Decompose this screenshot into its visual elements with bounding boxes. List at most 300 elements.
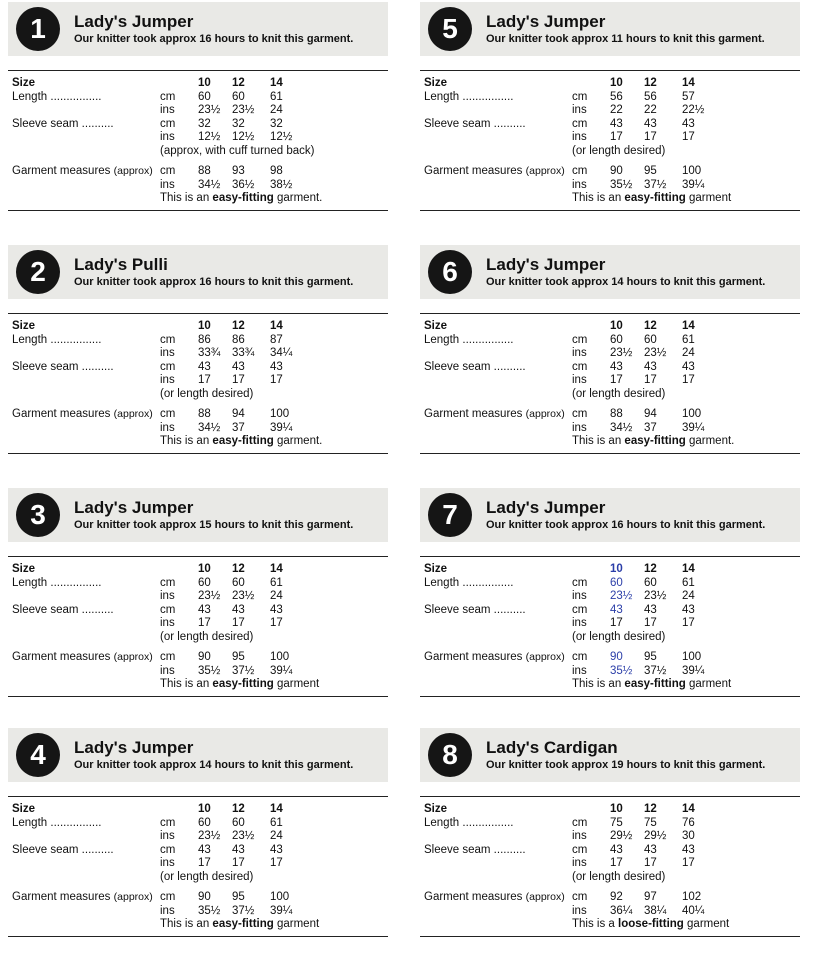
pattern-number-badge: 7 — [428, 493, 472, 537]
pattern-card-1 — [8, 2, 388, 211]
fit-type: easy-fitting — [212, 192, 274, 204]
garment-measures-text: Garment measures — [12, 408, 111, 420]
fit-note-prefix: This is an — [572, 678, 622, 690]
sleeve-seam-label: Sleeve seam .......... — [12, 843, 114, 856]
length-cm-row — [8, 817, 388, 831]
pattern-header — [8, 728, 388, 782]
unit-cm: cm — [160, 651, 176, 663]
size-header-row — [8, 320, 388, 334]
length-ins-row — [8, 590, 388, 604]
size-14: 14 — [270, 77, 283, 89]
length-ins-14: 22½ — [682, 104, 705, 116]
unit-ins: ins — [572, 904, 587, 917]
sleeve-ins-row — [8, 617, 388, 631]
unit-ins: ins — [160, 131, 175, 143]
size-12: 12 — [644, 77, 657, 89]
unit-ins: ins — [572, 617, 587, 629]
sleeve-ins-10: 17 — [610, 131, 623, 143]
knitting-time-note: Our knitter took approx 14 hours to knit this garment. — [74, 758, 354, 771]
garment-ins-14: 39¼ — [270, 664, 293, 677]
sleeve-cm-12: 32 — [232, 117, 245, 130]
length-ins-10: 23½ — [610, 590, 633, 602]
fit-note-suffix: garment — [276, 918, 320, 930]
length-ins-14: 24 — [270, 830, 283, 842]
fit-note-prefix: This is an — [160, 678, 210, 690]
sleeve-ins-14: 17 — [270, 857, 283, 869]
pattern-heading — [486, 738, 765, 773]
approx-text: (approx) — [113, 408, 153, 420]
pattern-number-badge: 3 — [16, 493, 60, 537]
garment-cm-14: 100 — [682, 408, 702, 420]
length-ins-row — [420, 830, 800, 844]
length-ins-10: 23½ — [198, 830, 221, 842]
garment-cm-12: 94 — [644, 408, 657, 420]
unit-ins: ins — [160, 904, 175, 917]
garment-ins-10: 36¼ — [610, 904, 633, 917]
garment-ins-14: 38½ — [270, 178, 293, 191]
length-cm-12: 86 — [232, 333, 245, 346]
size-header-row — [8, 77, 388, 91]
length-cm-10: 60 — [198, 576, 211, 589]
garment-measures-text: Garment measures — [424, 651, 523, 663]
pattern-header — [8, 2, 388, 56]
length-ins-14: 30 — [682, 830, 695, 842]
sleeve-ins-10: 17 — [610, 617, 623, 629]
pattern-heading — [74, 255, 353, 290]
unit-ins: ins — [160, 347, 175, 359]
size-14: 14 — [682, 563, 695, 575]
length-ins-14: 24 — [270, 104, 283, 116]
length-cm-row — [8, 91, 388, 105]
length-label: Length ................ — [424, 816, 514, 829]
sleeve-cm-14: 32 — [270, 117, 283, 130]
sleeve-cm-14: 43 — [270, 360, 283, 373]
length-ins-12: 23½ — [232, 590, 255, 602]
sleeve-ins-12: 17 — [644, 617, 657, 629]
length-ins-10: 33¾ — [198, 347, 221, 359]
garment-ins-row — [420, 179, 800, 193]
length-cm-row — [8, 577, 388, 591]
garment-ins-10: 35½ — [610, 178, 633, 191]
garment-cm-10: 92 — [610, 891, 623, 903]
length-ins-row — [420, 347, 800, 361]
size-label: Size — [12, 563, 36, 575]
pattern-heading — [486, 12, 765, 47]
garment-ins-10: 35½ — [198, 904, 221, 917]
sleeve-cm-10: 43 — [610, 360, 623, 373]
garment-measures-label — [12, 891, 153, 905]
pattern-title: Lady's Jumper — [486, 497, 606, 517]
sleeve-cm-12: 43 — [232, 360, 245, 373]
size-12: 12 — [232, 563, 245, 575]
length-ins-12: 23½ — [644, 347, 667, 359]
length-ins-10: 22 — [610, 104, 623, 116]
unit-cm: cm — [572, 360, 588, 373]
sleeve-note-row — [420, 145, 800, 159]
size-14: 14 — [682, 320, 695, 332]
pattern-card-7 — [420, 488, 800, 697]
pattern-card-6 — [420, 245, 800, 454]
sleeve-seam-label: Sleeve seam .......... — [424, 360, 526, 373]
length-cm-12: 60 — [232, 90, 245, 103]
length-cm-14: 61 — [270, 816, 283, 829]
length-cm-row — [420, 91, 800, 105]
fit-note-row — [8, 192, 388, 206]
unit-cm: cm — [572, 117, 588, 130]
garment-cm-10: 90 — [610, 651, 623, 663]
sleeve-ins-12: 17 — [644, 131, 657, 143]
sleeve-note-row — [420, 388, 800, 402]
garment-cm-row — [8, 408, 388, 422]
length-cm-14: 61 — [270, 576, 283, 589]
unit-cm: cm — [572, 843, 588, 856]
size-header-row — [420, 320, 800, 334]
sleeve-cm-12: 43 — [232, 603, 245, 616]
garment-cm-14: 100 — [270, 651, 290, 663]
length-cm-14: 87 — [270, 333, 283, 346]
unit-ins: ins — [572, 664, 587, 677]
size-12: 12 — [644, 803, 657, 815]
fit-type: easy-fitting — [212, 918, 274, 930]
sleeve-seam-label: Sleeve seam .......... — [424, 603, 526, 616]
fit-note — [572, 678, 731, 692]
length-cm-row — [420, 334, 800, 348]
sleeve-cm-12: 43 — [644, 603, 657, 616]
sleeve-note: (approx, with cuff turned back) — [160, 144, 315, 157]
length-label: Length ................ — [424, 333, 514, 346]
length-cm-row — [420, 577, 800, 591]
garment-cm-14: 100 — [682, 651, 702, 663]
garment-ins-row — [420, 422, 800, 436]
sleeve-note: (or length desired) — [572, 870, 666, 883]
fit-note-row — [420, 918, 800, 932]
garment-ins-14: 39¼ — [270, 421, 293, 434]
fit-note — [572, 435, 734, 449]
size-header-row — [420, 77, 800, 91]
pattern-number-badge: 5 — [428, 7, 472, 51]
garment-cm-12: 95 — [232, 891, 245, 903]
unit-ins: ins — [160, 830, 175, 842]
garment-ins-10: 35½ — [198, 664, 221, 677]
pattern-number-badge: 1 — [16, 7, 60, 51]
length-ins-14: 24 — [682, 347, 695, 359]
garment-cm-12: 97 — [644, 891, 657, 903]
sleeve-note: (or length desired) — [160, 630, 254, 643]
length-cm-10: 56 — [610, 90, 623, 103]
sleeve-ins-12: 17 — [644, 374, 657, 386]
unit-ins: ins — [572, 374, 587, 386]
sleeve-ins-14: 17 — [682, 617, 695, 629]
size-label: Size — [424, 563, 448, 575]
fit-note-suffix: garment. — [688, 435, 735, 447]
unit-ins: ins — [572, 830, 587, 842]
sleeve-note: (or length desired) — [572, 144, 666, 157]
garment-cm-14: 102 — [682, 891, 702, 903]
pattern-card-3 — [8, 488, 388, 697]
sleeve-ins-row — [420, 617, 800, 631]
sleeve-ins-14: 17 — [270, 374, 283, 386]
garment-ins-14: 39¼ — [682, 664, 705, 677]
size-table — [420, 313, 800, 454]
sleeve-ins-row — [8, 374, 388, 388]
size-14: 14 — [270, 803, 283, 815]
size-10: 10 — [198, 320, 211, 332]
approx-text: (approx) — [113, 165, 153, 177]
sleeve-note-row — [420, 631, 800, 645]
garment-ins-12: 37½ — [232, 664, 255, 677]
fit-type: easy-fitting — [624, 435, 686, 447]
garment-cm-12: 95 — [232, 651, 245, 663]
length-ins-row — [420, 590, 800, 604]
approx-text: (approx) — [525, 891, 565, 903]
fit-type: easy-fitting — [624, 192, 686, 204]
sleeve-cm-14: 43 — [682, 117, 695, 130]
length-cm-12: 75 — [644, 816, 657, 829]
fit-type: loose-fitting — [618, 918, 684, 930]
garment-measures-text: Garment measures — [12, 165, 111, 177]
garment-ins-10: 34½ — [198, 178, 221, 191]
length-ins-row — [8, 347, 388, 361]
size-12: 12 — [232, 77, 245, 89]
length-ins-14: 24 — [682, 590, 695, 602]
fit-note-prefix: This is a — [572, 918, 615, 930]
pattern-number-badge: 8 — [428, 733, 472, 777]
fit-note-row — [8, 435, 388, 449]
pattern-heading — [74, 12, 353, 47]
pattern-title: Lady's Cardigan — [486, 737, 618, 757]
garment-ins-12: 37½ — [644, 664, 667, 677]
sleeve-cm-10: 43 — [610, 117, 623, 130]
size-14: 14 — [270, 320, 283, 332]
size-10: 10 — [610, 77, 623, 89]
length-label: Length ................ — [12, 816, 102, 829]
garment-cm-row — [420, 408, 800, 422]
unit-ins: ins — [572, 590, 587, 602]
unit-cm: cm — [160, 891, 176, 903]
length-label: Length ................ — [424, 576, 514, 589]
sleeve-ins-12: 17 — [232, 374, 245, 386]
sleeve-cm-row — [8, 118, 388, 132]
garment-ins-14: 39¼ — [270, 904, 293, 917]
unit-cm: cm — [160, 576, 176, 589]
unit-ins: ins — [160, 590, 175, 602]
unit-ins: ins — [160, 374, 175, 386]
fit-note — [572, 918, 729, 932]
fit-note-prefix: This is an — [572, 192, 622, 204]
length-ins-row — [420, 104, 800, 118]
size-10: 10 — [198, 803, 211, 815]
length-cm-12: 60 — [232, 816, 245, 829]
fit-note — [160, 918, 319, 932]
garment-cm-row — [420, 651, 800, 665]
garment-cm-row — [8, 651, 388, 665]
garment-ins-row — [420, 905, 800, 919]
length-cm-14: 61 — [682, 576, 695, 589]
garment-ins-14: 39¼ — [682, 421, 705, 434]
unit-ins: ins — [572, 104, 587, 116]
unit-cm: cm — [572, 408, 588, 420]
fit-note-suffix: garment — [276, 678, 320, 690]
sleeve-cm-14: 43 — [682, 603, 695, 616]
garment-ins-row — [8, 665, 388, 679]
approx-text: (approx) — [525, 408, 565, 420]
knitting-time-note: Our knitter took approx 11 hours to knit this garment. — [486, 32, 765, 45]
garment-ins-row — [8, 905, 388, 919]
knitting-time-note: Our knitter took approx 16 hours to knit this garment. — [74, 32, 354, 45]
sleeve-cm-12: 43 — [644, 360, 657, 373]
sleeve-note: (or length desired) — [160, 387, 254, 400]
sleeve-cm-10: 43 — [198, 360, 211, 373]
garment-cm-row — [420, 891, 800, 905]
unit-ins: ins — [572, 178, 587, 191]
length-cm-12: 60 — [232, 576, 245, 589]
length-cm-14: 61 — [270, 90, 283, 103]
sleeve-ins-14: 17 — [682, 857, 695, 869]
length-ins-14: 34¼ — [270, 347, 293, 359]
sleeve-note: (or length desired) — [572, 387, 666, 400]
size-header-row — [420, 803, 800, 817]
fit-type: easy-fitting — [624, 678, 686, 690]
length-label: Length ................ — [12, 90, 102, 103]
size-label: Size — [424, 77, 448, 89]
sleeve-seam-label: Sleeve seam .......... — [12, 603, 114, 616]
fit-note — [572, 192, 731, 206]
garment-cm-14: 100 — [682, 165, 702, 177]
unit-ins: ins — [160, 857, 175, 869]
garment-ins-14: 40¼ — [682, 904, 705, 917]
unit-cm: cm — [572, 576, 588, 589]
length-cm-row — [420, 817, 800, 831]
sleeve-ins-10: 17 — [610, 857, 623, 869]
garment-cm-14: 100 — [270, 408, 290, 420]
fit-note-suffix: garment — [688, 678, 732, 690]
fit-note-suffix: garment. — [276, 192, 323, 204]
garment-cm-row — [420, 165, 800, 179]
sleeve-note-row — [8, 871, 388, 885]
sleeve-cm-10: 43 — [610, 603, 623, 616]
size-table — [8, 70, 388, 211]
fit-note-row — [420, 678, 800, 692]
pattern-header — [420, 2, 800, 56]
sleeve-ins-10: 17 — [198, 617, 211, 629]
pattern-card-4 — [8, 728, 388, 937]
unit-cm: cm — [160, 816, 176, 829]
pattern-title: Lady's Jumper — [74, 497, 194, 517]
sleeve-ins-row — [420, 374, 800, 388]
unit-cm: cm — [160, 117, 176, 130]
unit-cm: cm — [572, 165, 588, 177]
unit-ins: ins — [572, 347, 587, 359]
pattern-card-2 — [8, 245, 388, 454]
sleeve-seam-label: Sleeve seam .......... — [12, 117, 114, 130]
sleeve-cm-12: 43 — [644, 843, 657, 856]
length-cm-10: 75 — [610, 816, 623, 829]
length-cm-14: 76 — [682, 816, 695, 829]
unit-cm: cm — [160, 408, 176, 420]
garment-ins-10: 35½ — [610, 664, 633, 677]
fit-note-prefix: This is an — [160, 192, 210, 204]
pattern-number-badge: 2 — [16, 250, 60, 294]
size-14: 14 — [682, 803, 695, 815]
length-cm-14: 61 — [682, 333, 695, 346]
garment-cm-10: 88 — [610, 408, 623, 420]
pattern-header — [420, 488, 800, 542]
pattern-heading — [486, 498, 765, 533]
length-ins-12: 29½ — [644, 830, 667, 842]
fit-note-suffix: garment — [688, 192, 732, 204]
sleeve-ins-14: 12½ — [270, 131, 293, 143]
size-header-row — [8, 803, 388, 817]
sleeve-note-row — [8, 388, 388, 402]
approx-text: (approx) — [525, 651, 565, 663]
length-label: Length ................ — [12, 333, 102, 346]
unit-ins: ins — [160, 421, 175, 434]
length-ins-10: 23½ — [198, 590, 221, 602]
garment-cm-10: 90 — [198, 651, 211, 663]
fit-note-row — [8, 918, 388, 932]
size-label: Size — [424, 803, 448, 815]
length-ins-12: 22 — [644, 104, 657, 116]
fit-note-row — [420, 192, 800, 206]
length-ins-row — [8, 830, 388, 844]
pattern-header — [420, 728, 800, 782]
pattern-header — [420, 245, 800, 299]
length-ins-12: 23½ — [232, 104, 255, 116]
garment-cm-10: 90 — [198, 891, 211, 903]
garment-measures-text: Garment measures — [424, 891, 523, 903]
length-cm-12: 56 — [644, 90, 657, 103]
garment-measures-label — [424, 651, 565, 665]
length-ins-12: 23½ — [232, 830, 255, 842]
garment-cm-10: 88 — [198, 408, 211, 420]
approx-text: (approx) — [525, 165, 565, 177]
unit-ins: ins — [160, 617, 175, 629]
length-cm-10: 60 — [610, 576, 623, 589]
garment-measures-label — [424, 408, 565, 422]
unit-ins: ins — [160, 104, 175, 116]
unit-cm: cm — [160, 90, 176, 103]
pattern-title: Lady's Jumper — [486, 11, 606, 31]
sleeve-cm-row — [8, 604, 388, 618]
unit-ins: ins — [160, 664, 175, 677]
sleeve-ins-10: 17 — [610, 374, 623, 386]
size-table — [8, 556, 388, 697]
garment-ins-12: 37 — [232, 421, 245, 434]
fit-note-prefix: This is an — [160, 435, 210, 447]
pattern-number-badge: 4 — [16, 733, 60, 777]
sleeve-cm-14: 43 — [682, 843, 695, 856]
size-12: 12 — [644, 320, 657, 332]
length-ins-row — [8, 104, 388, 118]
pattern-title: Lady's Jumper — [74, 737, 194, 757]
knitting-time-note: Our knitter took approx 19 hours to knit this garment. — [486, 758, 766, 771]
length-label: Length ................ — [424, 90, 514, 103]
length-cm-12: 60 — [644, 333, 657, 346]
sleeve-note-row — [8, 145, 388, 159]
sleeve-cm-14: 43 — [682, 360, 695, 373]
garment-ins-12: 37 — [644, 421, 657, 434]
unit-cm: cm — [572, 891, 588, 903]
sleeve-ins-12: 17 — [232, 617, 245, 629]
sleeve-ins-12: 17 — [644, 857, 657, 869]
size-label: Size — [12, 320, 36, 332]
sleeve-cm-row — [8, 844, 388, 858]
sleeve-note: (or length desired) — [572, 630, 666, 643]
pattern-header — [8, 245, 388, 299]
pattern-header — [8, 488, 388, 542]
garment-ins-10: 34½ — [198, 421, 221, 434]
unit-ins: ins — [572, 857, 587, 869]
